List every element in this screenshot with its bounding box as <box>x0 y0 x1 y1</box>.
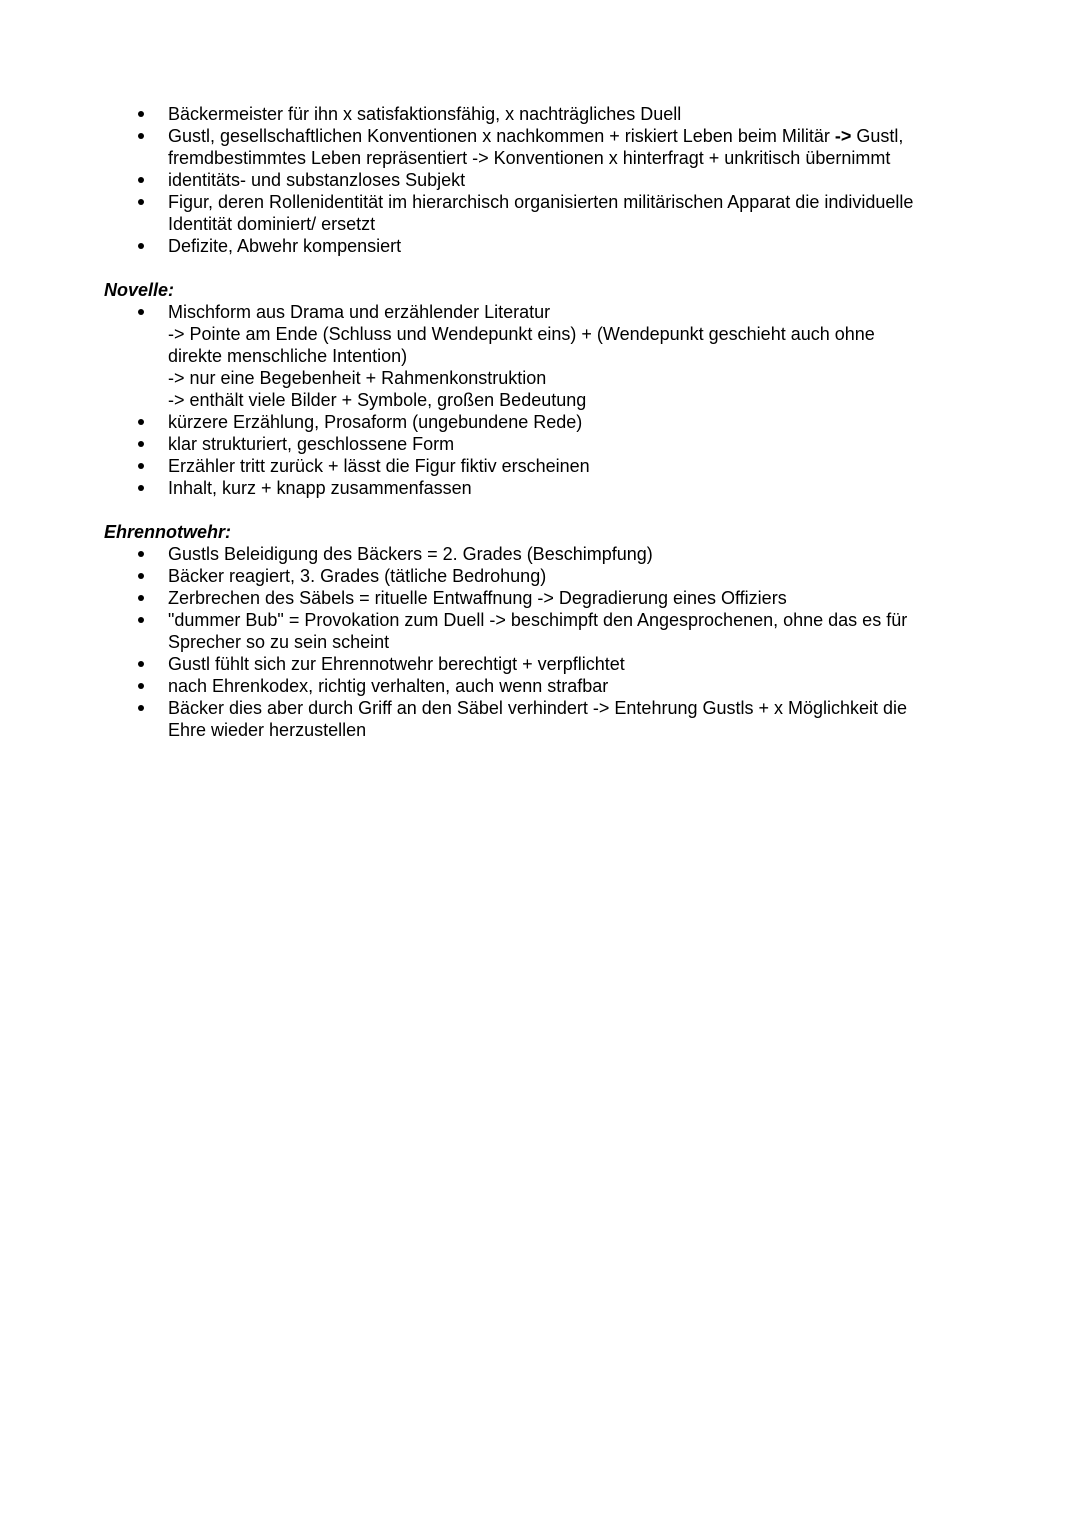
list-item <box>104 565 984 587</box>
list-item-line: klar strukturiert, geschlossene Form <box>168 434 455 454</box>
list-item-line: Zerbrechen des Säbels = rituelle Entwaffnung -> Degradierung eines Offiziers <box>168 588 787 608</box>
list-item-line: Gustl fühlt sich zur Ehrennotwehr berechtigt + verpflichtet <box>168 654 625 674</box>
list-item <box>104 653 984 675</box>
list-item <box>104 609 984 653</box>
list-item <box>104 455 984 477</box>
list-item <box>104 675 984 697</box>
bullet-icon <box>138 617 144 623</box>
list-item-line: Mischform aus Drama und erzählender Literatur <box>168 302 551 322</box>
list-item <box>104 125 984 169</box>
list-item-line: Figur, deren Rollenidentität im hierarchisch organisierten militärischen Apparat die individuelle <box>168 192 914 212</box>
bullet-icon <box>138 551 144 557</box>
list-item <box>104 477 984 499</box>
list-item-line: Ehre wieder herzustellen <box>168 720 367 740</box>
bullet-icon <box>138 463 144 469</box>
list-item-line: Bäcker reagiert, 3. Grades (tätliche Bedrohung) <box>168 566 547 586</box>
list-item-line: -> nur eine Begebenheit + Rahmenkonstruktion <box>168 368 547 388</box>
bullet-icon <box>138 441 144 447</box>
bullet-icon <box>138 133 144 139</box>
list-item-line <box>168 125 984 147</box>
list-item <box>104 103 984 125</box>
list-item <box>104 191 984 235</box>
list-item-line: Defizite, Abwehr kompensiert <box>168 236 402 256</box>
list-item <box>104 301 984 411</box>
intro-section <box>104 103 984 257</box>
list-item-line: nach Ehrenkodex, richtig verhalten, auch wenn strafbar <box>168 676 609 696</box>
section-heading: Ehrennotwehr: <box>104 522 232 542</box>
bullet-icon <box>138 485 144 491</box>
list-item-line: -> Pointe am Ende (Schluss und Wendepunkt eins) + (Wendepunkt geschieht auch ohne <box>168 324 875 344</box>
bullet-icon <box>138 419 144 425</box>
intro-bullet-list <box>104 103 984 257</box>
list-item <box>104 235 984 257</box>
list-item-line: direkte menschliche Intention) <box>168 346 408 366</box>
list-item-line: -> enthält viele Bilder + Symbole, großen Bedeutung <box>168 390 587 410</box>
list-item-line: identitäts- und substanzloses Subjekt <box>168 170 466 190</box>
novelle-section <box>104 279 984 499</box>
list-item-line: Bäcker dies aber durch Griff an den Säbel verhindert -> Entehrung Gustls + x Möglichkeit die <box>168 698 908 718</box>
list-item <box>104 433 984 455</box>
bold-arrow: -> <box>834 126 852 146</box>
bullet-icon <box>138 595 144 601</box>
list-item-line: fremdbestimmtes Leben repräsentiert -> Konventionen x hinterfragt + unkritisch übernimmt <box>168 148 891 168</box>
list-item-line-suffix: Gustl, <box>851 126 904 146</box>
list-item-line: "dummer Bub" = Provokation zum Duell -> beschimpft den Angesprochenen, ohne das es für <box>168 610 908 630</box>
list-item-line-text: Gustl, gesellschaftlichen Konventionen x nachkommen + riskiert Leben beim Militär <box>168 126 830 146</box>
list-item <box>104 411 984 433</box>
list-item <box>104 543 984 565</box>
list-item-line: Sprecher so zu sein scheint <box>168 632 390 652</box>
bullet-icon <box>138 573 144 579</box>
ehrennotwehr-section <box>104 521 984 741</box>
bullet-icon <box>138 705 144 711</box>
list-item <box>104 169 984 191</box>
novelle-bullet-list <box>104 301 984 499</box>
bullet-icon <box>138 111 144 117</box>
bullet-icon <box>138 661 144 667</box>
bullet-icon <box>138 243 144 249</box>
bullet-icon <box>138 309 144 315</box>
list-item-line: Gustls Beleidigung des Bäckers = 2. Grades (Beschimpfung) <box>168 544 653 564</box>
list-item-line: Erzähler tritt zurück + lässt die Figur fiktiv erscheinen <box>168 456 590 476</box>
list-item-line: Identität dominiert/ ersetzt <box>168 214 376 234</box>
list-item-line: Inhalt, kurz + knapp zusammenfassen <box>168 478 472 498</box>
section-heading: Novelle: <box>104 280 175 300</box>
bullet-icon <box>138 683 144 689</box>
list-item-line: kürzere Erzählung, Prosaform (ungebundene Rede) <box>168 412 583 432</box>
list-item <box>104 697 984 741</box>
ehrennotwehr-bullet-list <box>104 543 984 741</box>
list-item-line: Bäckermeister für ihn x satisfaktionsfähig, x nachträgliches Duell <box>168 104 682 124</box>
list-item <box>104 587 984 609</box>
bullet-icon <box>138 177 144 183</box>
bullet-icon <box>138 199 144 205</box>
